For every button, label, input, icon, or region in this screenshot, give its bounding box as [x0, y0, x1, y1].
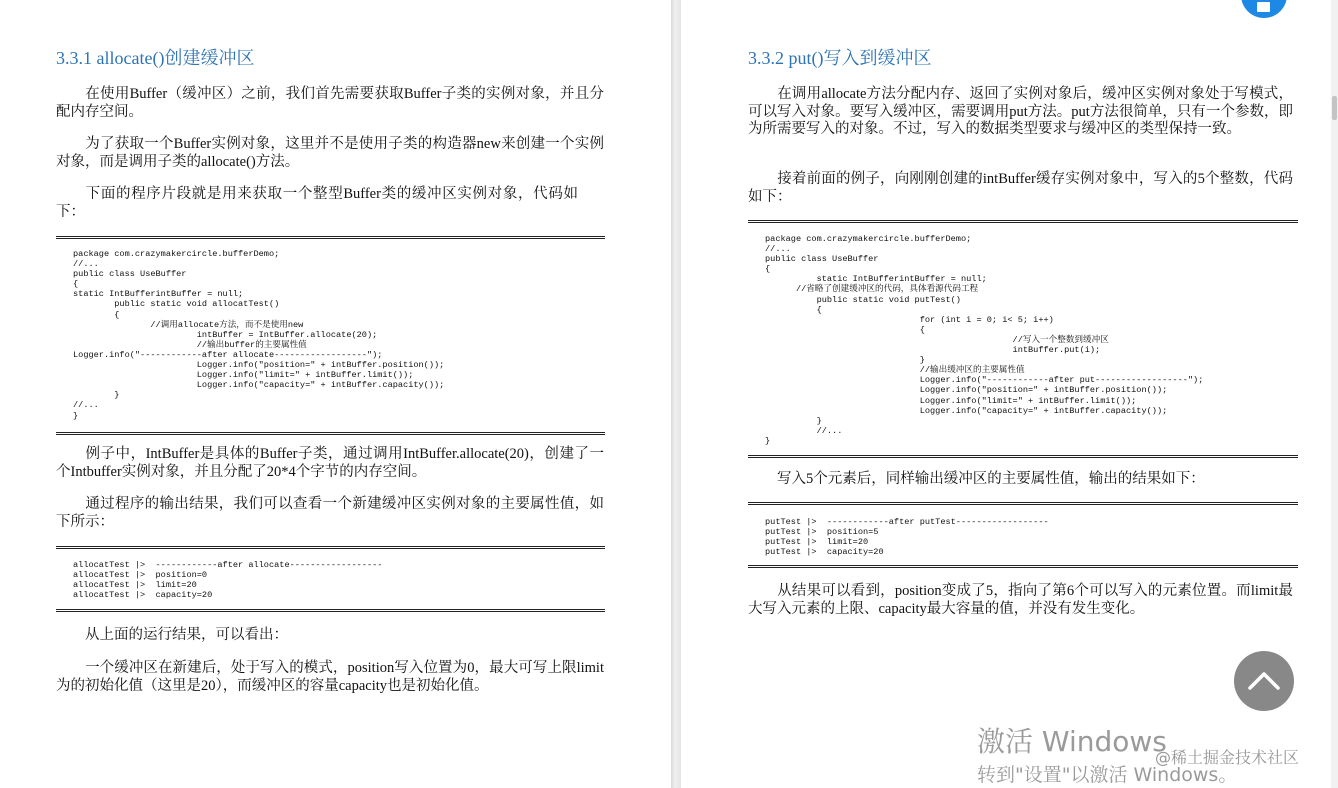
paragraph-text: 为了获取一个Buffer实例对象，这里并不是使用子类的构造器new来创建一个实例对象，而是调用子类的allocate()方法。 [56, 136, 604, 170]
activation-subtitle: 转到"设置"以激活 Windows。 [977, 764, 1238, 786]
paragraph-text: 从结果可以看到，position变成了5，指向了第6个可以写入的元素位置。而limit最大写入元素的上限、capacity最大容量的值，并没有发生变化。 [748, 583, 1293, 617]
section-heading-put: 3.3.2 put()写入到缓冲区 [748, 48, 932, 68]
page-gutter [671, 0, 681, 788]
vertical-scrollbar[interactable] [1331, 0, 1338, 788]
output-block-put [748, 502, 1298, 568]
section-heading-allocate: 3.3.1 allocate()创建缓冲区 [56, 48, 255, 68]
paragraph-text: 在调用allocate方法分配内存、返回了实例对象后，缓冲区实例对象处于写模式，可以写入对象。要写入缓冲区，需要调用put方法。put方法很简单，只有一个参数，即为所需要写入的对象。不过，写入的数据类型要求与缓冲区的类型保持一致。 [748, 86, 1293, 137]
code-text: package com.crazymakercircle.bufferDemo; //... public class UseBuffer { static IntBufferintBuffer = null; //省略了创建缓冲区的代码，具体看源代码工程 public static void putTest() { for (int i = 0; i< 5; i++) { //写入一个整数到缓冲区 intBuffer.put(i); } //输出缓冲区的主要属性值 Logger.info("------------after put------------------"); Logger.info("position=" + intBuffer.position()); Logger.info("limit=" + intBuffer.limit()); Logger.info("capacity=" + intBuffer.capacity()); } //... } [765, 234, 1204, 446]
paragraph [56, 186, 578, 221]
paragraph-text: 写入5个元素后，同样输出缓冲区的主要属性值，输出的结果如下： [777, 471, 1205, 487]
scroll-to-top-button[interactable] [1234, 651, 1294, 711]
output-text: allocatTest |> ------------after allocate------------------ allocatTest |> position=0 allocatTest |> limit=20 allocatTest |> capacity=20 [73, 560, 383, 601]
chevron-up-icon [1248, 668, 1280, 692]
paragraph [56, 446, 604, 481]
paragraph-text: 下面的程序片段就是用来获取一个整型Buffer类的缓冲区实例对象，代码如下： [56, 186, 578, 220]
paragraph [56, 496, 604, 531]
activation-title: 激活 Windows [977, 725, 1167, 758]
paragraph [748, 86, 1293, 139]
paragraph-text: 通过程序的输出结果，我们可以查看一个新建缓冲区实例对象的主要属性值，如下所示： [56, 496, 604, 530]
code-block-allocate [56, 236, 605, 435]
paragraph [748, 171, 1293, 206]
output-text: putTest |> ------------after putTest------------------ putTest |> position=5 putTest |> limit=20 putTest |> capacity=20 [765, 517, 1049, 558]
paragraph-text: 接着前面的例子，向刚刚创建的intBuffer缓存实例对象中，写入的5个整数，代码如下： [748, 171, 1293, 205]
scrollbar-thumb[interactable] [1332, 96, 1337, 120]
code-block-put [748, 220, 1298, 458]
paragraph [56, 627, 604, 645]
paragraph-text: 在使用Buffer（缓冲区）之前，我们首先需要获取Buffer子类的实例对象，并且分配内存空间。 [56, 86, 604, 120]
output-block-allocate [56, 546, 605, 612]
code-text: package com.crazymakercircle.bufferDemo; //... public class UseBuffer { static IntBufferintBuffer = null; public static void allocatTest() { //调用allocate方法，而不是使用new intBuffer = IntBuffer.allocate(20); //输出buffer的主要属性值 Logger.info("------------after allocate------------------"); Logger.info("position=" + intBuffer.position()); Logger.info("limit=" + intBuffer.limit()); Logger.info("capacity=" + intBuffer.capacity()); } //... } [73, 249, 445, 421]
paragraph [748, 583, 1293, 618]
paragraph-text: 一个缓冲区在新建后，处于写入的模式，position写入位置为0，最大可写上限limit为的初始化值（这里是20），而缓冲区的容量capacity也是初始化值。 [56, 660, 604, 694]
paragraph [748, 471, 1293, 489]
paragraph [56, 86, 604, 121]
right-page [681, 0, 1331, 788]
paragraph-text: 从上面的运行结果，可以看出： [85, 627, 288, 643]
juejin-watermark: @稀土掘金技术社区 [1155, 748, 1300, 767]
paragraph [56, 660, 604, 695]
paragraph-text: 例子中，IntBuffer是具体的Buffer子类，通过调用IntBuffer.allocate(20)，创建了一个Intbuffer实例对象，并且分配了20*4个字节的内存空间。 [56, 446, 604, 480]
paragraph [56, 136, 604, 171]
